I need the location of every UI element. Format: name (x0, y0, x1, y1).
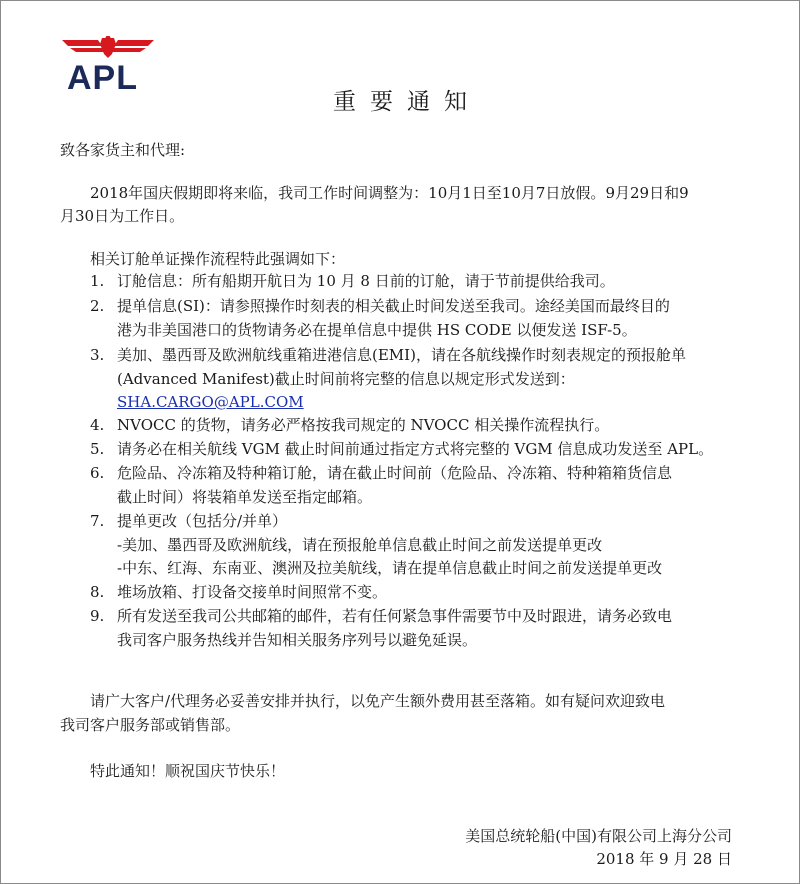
list-item-text: 截止时间）将装箱单发送至指定邮箱。 (117, 488, 373, 506)
list-item-text: 所有发送至我司公共邮箱的邮件，若有任何紧急事件需要节中及时跟进，请务必致电 (117, 607, 673, 625)
list-item-text: 我司客户服务热线并告知相关服务序列号以避免延误。 (117, 631, 478, 649)
closing-line-1: 请广大客户/代理务必妥善安排并执行，以免产生额外费用甚至落箱。如有疑问欢迎致电 (90, 692, 666, 710)
list-item-number: 2. (90, 297, 105, 315)
list-item-number: 5. (90, 440, 105, 458)
list-item-text: 提单信息(SI)：请参照操作时刻表的相关截止时间发送至我司。途经美国而最终目的 (117, 297, 670, 315)
list-item-text: 请务必在相关航线 VGM 截止时间前通过指定方式将完整的 VGM 信息成功发送至 APL。 (117, 440, 714, 458)
list-item-text: 危险品、冷冻箱及特种箱订舱，请在截止时间前（危险品、冷冻箱、特种箱箱货信息 (117, 464, 673, 482)
list-item-number: 6. (90, 464, 105, 482)
email-link[interactable]: SHA.CARGO@APL.COM (117, 393, 304, 411)
list-item-text: 提单更改（包括分/并单） (117, 512, 288, 530)
list-item-text: -美加、墨西哥及欧洲航线，请在预报舱单信息截止时间之前发送提单更改 (117, 536, 603, 554)
closing-line-2: 我司客户服务部或销售部。 (60, 716, 241, 734)
paragraph-1-line-1: 2018年国庆假期即将来临，我司工作时间调整为：10月1日至10月7日放假。9月29日和9 (90, 184, 689, 202)
list-item-text: (Advanced Manifest)截止时间前将完整的信息以规定形式发送到： (117, 370, 575, 388)
signature-company: 美国总统轮船(中国)有限公司上海分公司 (465, 827, 732, 845)
list-item-number: 8. (90, 583, 105, 601)
apl-logo-text: APL (67, 59, 138, 97)
list-item-number: 3. (90, 346, 105, 364)
list-item-number: 9. (90, 607, 105, 625)
greeting: 致各家货主和代理: (60, 141, 186, 159)
paragraph-1-line-2: 月30日为工作日。 (60, 207, 185, 225)
wish-text: 特此通知！顺祝国庆节快乐！ (90, 762, 286, 780)
list-item-text: NVOCC 的货物，请务必严格按我司规定的 NVOCC 相关操作流程执行。 (117, 416, 610, 434)
signature-date: 2018 年 9 月 28 日 (596, 850, 732, 868)
notice-title: 重要通知 (333, 89, 481, 115)
list-item-text: 美加、墨西哥及欧洲航线重箱进港信息(EMI)，请在各航线操作时刻表规定的预报舱单 (117, 346, 686, 364)
list-item-text: 堆场放箱、打设备交接单时间照常不变。 (117, 583, 388, 601)
list-item-number: 1. (90, 272, 105, 290)
list-item-text: 港为非美国港口的货物请务必在提单信息中提供 HS CODE 以便发送 ISF-5。 (117, 321, 637, 339)
list-item-text: -中东、红海、东南亚、澳洲及拉美航线，请在提单信息截止时间之前发送提单更改 (117, 559, 663, 577)
intro-text: 相关订舱单证操作流程特此强调如下： (90, 250, 346, 268)
list-item-number: 4. (90, 416, 105, 434)
list-item-text: 订舱信息：所有船期开航日为 10 月 8 日前的订舱，请于节前提供给我司。 (117, 272, 615, 290)
list-item-number: 7. (90, 512, 105, 530)
